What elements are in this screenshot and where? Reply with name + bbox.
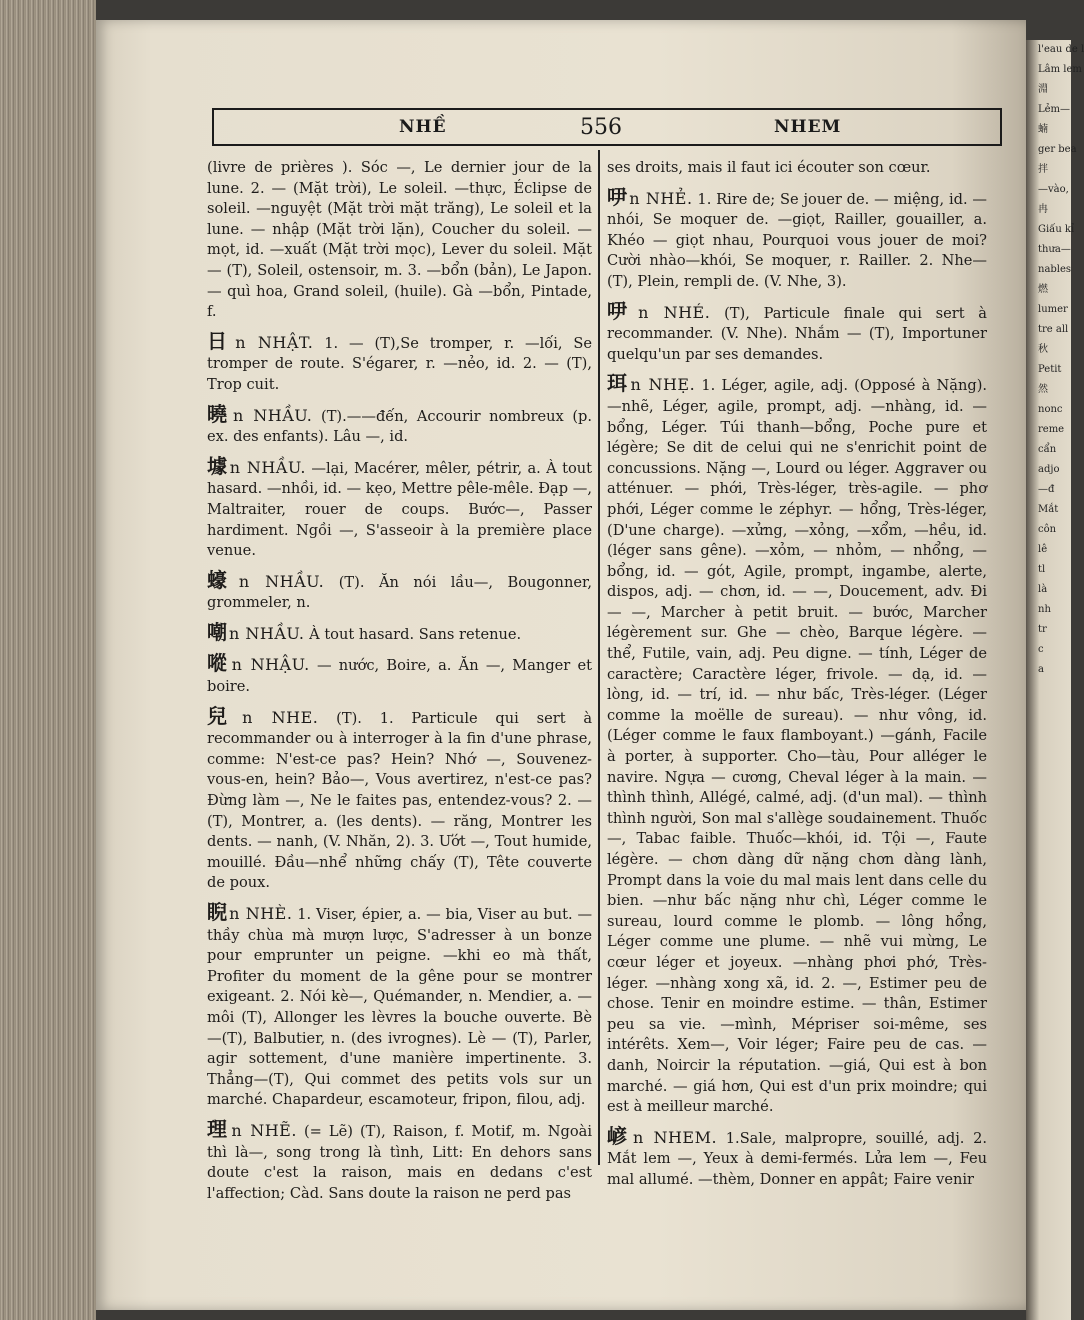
dictionary-entry bbox=[207, 158, 592, 323]
chinese-character: 珥 bbox=[607, 371, 629, 396]
next-page-fragment: lê bbox=[1038, 544, 1048, 555]
left-column bbox=[207, 158, 592, 1204]
page-number: 556 bbox=[580, 114, 622, 140]
chinese-character: 曉 bbox=[207, 401, 231, 426]
dictionary-entry bbox=[207, 1116, 593, 1204]
next-page-fragment: 秋 bbox=[1038, 344, 1048, 355]
next-page-fragment: l'eau de l bbox=[1038, 44, 1084, 55]
next-page-fragment: nonc bbox=[1038, 404, 1063, 415]
entry-definition: — nước, Boire, a. Ăn —, Manger et boire. bbox=[207, 657, 593, 696]
entry-headword: n NHẬU. bbox=[231, 655, 310, 675]
next-page-fragment: ger bea bbox=[1038, 144, 1077, 155]
dictionary-entry bbox=[607, 184, 988, 293]
entry-headword: n NHẦU. bbox=[238, 571, 325, 591]
next-page-fragment: 拌 bbox=[1038, 164, 1048, 175]
dictionary-entry bbox=[607, 158, 987, 179]
next-page-fragment: a bbox=[1038, 664, 1044, 675]
page-header bbox=[212, 108, 1002, 146]
book-page-edges bbox=[0, 0, 96, 1320]
entry-headword: n NHẬT. bbox=[235, 332, 314, 352]
entry-headword: n NHẼ. bbox=[231, 1120, 297, 1140]
entry-definition: (T).——đến, Accourir nombreux (p. ex. des enfants). Lâu —, id. bbox=[207, 407, 593, 446]
entry-definition: 1.Sale, malpropre, souillé, adj. 2. Mắt lem —, Yeux à demi-fermés. Lửa lem —, Feu mal allumé. —thèm, Donner en appât; Faire venir bbox=[607, 1129, 988, 1188]
entry-headword: n NHẦU. bbox=[229, 623, 305, 643]
next-page-fragment: cẩn bbox=[1038, 444, 1057, 455]
next-page-fragment: nh bbox=[1038, 604, 1051, 615]
next-page-fragment: tre all bbox=[1038, 324, 1069, 335]
next-page-fragment: 淵 bbox=[1038, 84, 1048, 95]
header-left-word: NHỀ bbox=[399, 117, 447, 137]
next-page-fragment: —vào, bbox=[1038, 184, 1069, 195]
chinese-character: 兒 bbox=[207, 703, 241, 728]
dictionary-entry bbox=[207, 653, 592, 697]
chinese-character: 日 bbox=[207, 328, 234, 353]
next-page-fragment: adjo bbox=[1038, 464, 1060, 475]
next-page-fragment: 冉 bbox=[1038, 204, 1048, 215]
next-page-fragment: Petit bbox=[1038, 364, 1062, 375]
dictionary-entry bbox=[607, 373, 987, 1117]
next-page-fragment: Lẻm— bbox=[1038, 104, 1071, 115]
next-page-fragment: 然 bbox=[1038, 384, 1048, 395]
dictionary-entry bbox=[207, 567, 592, 614]
entry-headword: n NHẦU. bbox=[232, 405, 313, 425]
entry-definition: (= Lẽ) (T), Raison, f. Motif, m. Ngoài thì là—, song trong là tình, Litt: En dehors sans doute c'est la raison, mais en dedans c'est l'affection; Càd. Sans doute la raison ne perd pas bbox=[207, 1122, 593, 1202]
entry-definition: 1. — (T),Se tromper, r. —lối, Se tromper de route. S'égarer, r. —nẻo, id. 2. — (T), Trop cuit. bbox=[207, 334, 593, 393]
chinese-character: 壉 bbox=[207, 453, 228, 478]
chinese-character: 蠔 bbox=[207, 567, 237, 592]
entry-definition: (T). Ăn nói lầu—, Bougonner, grommeler, n. bbox=[207, 573, 592, 612]
chinese-character: 嵃 bbox=[607, 1123, 632, 1148]
next-page-fragment: 燃 bbox=[1038, 284, 1048, 295]
next-page-fragment: tl bbox=[1038, 564, 1046, 575]
dictionary-entry bbox=[607, 298, 988, 366]
entry-definition: (livre de prières ). Sóc —, Le dernier jour de la lune. 2. — (Mặt trời), Le soleil. —thực, Éclipse de soleil. —nguyệt (Mặt trời mặt trăng), Le soleil et la lune. — nhập (Mặt trời lặn), Coucher du soleil. —mọt, id. —xuất (Mặt trời mọc), Lever du soleil. Mặt— (T), Soleil, ostensoir, m. 3. —bổn (bản), Le Japon. — quì hoa, Grand soleil, (huile). Gà —bổn, Pintade, f. bbox=[207, 159, 592, 321]
next-page-fragment: Lâm lem bbox=[1038, 64, 1082, 75]
next-page-fragment: tr bbox=[1038, 624, 1047, 635]
next-page-sliver bbox=[1026, 40, 1084, 1320]
entry-headword: n NHẦU. bbox=[229, 457, 306, 477]
chinese-character: 理 bbox=[207, 1116, 230, 1141]
chinese-character: 嘲 bbox=[207, 619, 227, 644]
header-right-word: NHEM bbox=[774, 117, 842, 137]
entry-definition: (T), Particule finale qui sert à recommander. (V. Nhe). Nhắm — (T), Importuner quelqu'un par ses demandes. bbox=[607, 304, 988, 363]
entry-definition: 1. Rire de; Se jouer de. — miệng, id. —nhói, Se moquer de. —giọt, Railler, gouailler, a. Khéo — giọt nhau, Pourquoi vous jouer de moi? Cười nhào—khói, Se moquer, r. Railler. 2. Nhe—(T), Plein, rempli de. (V. Nhe, 3). bbox=[607, 190, 988, 290]
entry-definition: (T). 1. Particule qui sert à recommander ou à interroger à la fin d'une phrase, comme: N'est-ce pas? Hein? Nhớ —, Souvenez-vous-en, hein? Bảo—, Vous avertirez, n'est-ce pas? Đừng làm —, Ne le faites pas, entendez-vous? 2. — (T), Montrer, a. (les dents). — răng, Montrer les dents. — nanh, (V. Nhăn, 2). 3. Ướt —, Tout humide, mouillé. Đầu—nhể những chấy (T), Tête couverte de poux. bbox=[207, 709, 593, 892]
entry-definition: 1. Viser, épier, a. — bia, Viser au but. —thầy chùa mà mượn lược, S'adresser à un bonze pour emprunter un peigne. —khi eo mà thất, Profiter du moment de la gêne pour se montrer exigeant. 2. Nói kè—, Quémander, n. Mendier, a. —môi (T), Allonger les lèvres la bouche ouverte. Bè —(T), Balbutier, n. (des ivrognes). Lè — (T), Parler, agir sottement, d'une manière impertinente. 3. Thẳng—(T), Qui commet des petits vols sur un marché. Chapardeur, escamoteur, fripon, filou, adj. bbox=[207, 906, 593, 1109]
entry-headword: n NHEM. bbox=[633, 1127, 718, 1147]
entry-definition: À tout hasard. Sans retenue. bbox=[309, 625, 522, 643]
chinese-character: 睨 bbox=[207, 900, 228, 924]
next-page-fragment: lumer bbox=[1038, 304, 1068, 315]
next-page-fragment: nables bbox=[1038, 264, 1072, 275]
next-page-fragment: Giấu kỉ bbox=[1038, 224, 1075, 235]
dictionary-entry bbox=[207, 453, 592, 562]
entry-headword: n NHÈ. bbox=[229, 904, 293, 923]
next-page-fragment: 蝻 bbox=[1038, 124, 1048, 135]
dictionary-entry bbox=[207, 619, 592, 646]
next-page-fragment: thưa— bbox=[1038, 244, 1071, 255]
entry-definition: ses droits, mais il faut ici écouter son cœur. bbox=[607, 159, 931, 176]
right-column bbox=[607, 158, 987, 1191]
entry-headword: n NHẺ. bbox=[629, 188, 693, 208]
entry-definition: —lại, Macérer, mêler, pétrir, a. À tout hasard. —nhồi, id. — kẹo, Mettre pêle-mêle. Đạp —, Maltraiter, rouer de coups. Bước—, Passer hardiment. Ngồi —, S'asseoir à la première place venue. bbox=[207, 459, 592, 560]
entry-headword: n NHÉ. bbox=[638, 302, 711, 322]
dictionary-entry bbox=[207, 902, 592, 1111]
entry-headword: n NHE. bbox=[242, 707, 319, 727]
chinese-character: 吚 bbox=[607, 298, 637, 323]
dictionary-entry bbox=[207, 703, 593, 894]
chinese-character: 吚 bbox=[607, 184, 628, 209]
entry-headword: n NHẸ. bbox=[630, 375, 696, 395]
next-page-fragment: reme bbox=[1038, 424, 1065, 435]
next-page-fragment: côn bbox=[1038, 524, 1057, 535]
next-page-fragment: —đ bbox=[1038, 484, 1055, 495]
chinese-character: 㗰 bbox=[207, 651, 230, 676]
next-page-fragment: Mắt bbox=[1038, 504, 1059, 515]
next-page-fragment: là bbox=[1038, 584, 1048, 595]
entry-definition: 1. Léger, agile, adj. (Opposé à Nặng). —nhẽ, Léger, agile, prompt, adj. —nhàng, id. —bổng, Léger. Túi thanh—bổng, Poche pure et légère; Se dit de celui qui ne s'enrichit point de concussions. Nặng —, Lourd ou léger. Aggraver ou atténuer. — phới, Très-léger, très-agile. — phơ phới, Léger comme le zéphyr. — hổng, Très-léger, (D'une charge). —xửng, —xỏng, —xổm, —hều, id. (léger sans gêne). —xỏm, — nhỏm, — nhổng, —bổng, id. — gót, Agile, prompt, ingambe, alerte, dispos, adj. — chơn, id. — —, Doucement, adv. Đi — —, Marcher à petit bruit. — bước, Marcher légèrement sur. Ghe — chèo, Barque légère. — thể, Futile, vain, adj. Peu digne. — tính, Léger de caractère; Caractère léger, frivole. — dạ, id. — lòng, id. — trí, id. — như bấc, Très-léger. (Léger comme la moëlle de sureau). — như vông, id. (Léger comme le faux flamboyant.) —gánh, Facile à porter, à supporter. Cho—tàu, Pour alléger le navire. Ngựa — cương, Cheval léger à la main. — thình thình, Allégé, calmé, adj. (d'un mal). — thình thình người, Son mal s'allège soudainement. Thuốc —, Tabac faible. Thuốc—khói, id. Tội —, Faute légère. — chơn dàng dữ nặng chơn dàng lành, Prompt dans la voie du mal mais lent dans celle du bien. —như bấc nặng như chì, Léger comme le sureau, lourd comme le plomb. — lông hổng, Léger comme une plume. — nhẽ vui mừng, Le cœur léger et joyeux. —nhàng phơi phớ, Très-léger. —nhàng xong xã, id. 2. —, Estimer peu de chose. Tenir en moindre estime. — thân, Estimer peu sa vie. —mình, Mépriser soi-même, ses intérêts. Xem—, Voir léger; Faire peu de cas. —danh, Noircir la réputation. —giá, Qui est à bon marché. — giá hơn, Qui est d'un prix moindre; qui est à meilleur marché. bbox=[607, 377, 988, 1116]
column-divider bbox=[598, 150, 600, 1165]
dictionary-entry bbox=[607, 1123, 988, 1191]
next-page-fragment: c bbox=[1038, 644, 1044, 655]
dictionary-entry bbox=[207, 401, 593, 448]
dictionary-entry bbox=[207, 328, 593, 396]
